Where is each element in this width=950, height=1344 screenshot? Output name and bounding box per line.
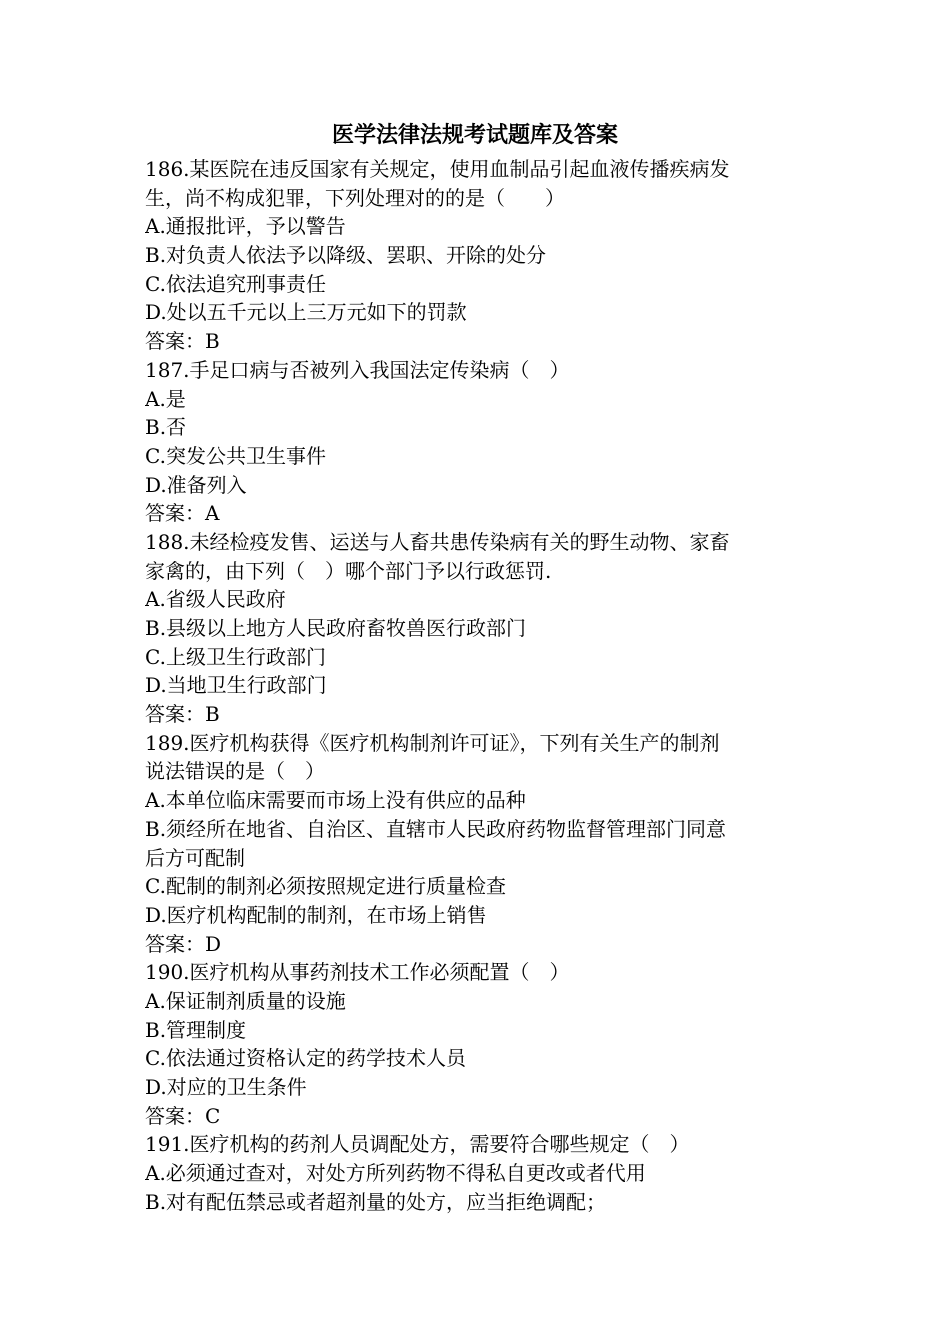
question-item: [145, 528, 805, 729]
document-title: 医学法律法规考试题库及答案: [331, 122, 618, 148]
question-stem-line: 188.未经检疫发售、运送与人畜共患传染病有关的野生动物、家畜: [145, 529, 730, 554]
option-line: C.依法追究刑事责任: [145, 271, 326, 296]
question-list: [145, 155, 805, 1216]
option-line: D.处以五千元以上三万元如下的罚款: [145, 300, 467, 325]
answer-line: 答案：D: [145, 931, 222, 956]
option-line: A.本单位临床需要而市场上没有供应的品种: [145, 788, 526, 813]
question-stem-line: 190.医疗机构从事药剂技术工作必须配置（ ）: [145, 960, 570, 985]
option-line: B.对负责人依法予以降级、罢职、开除的处分: [145, 243, 547, 268]
option-line: C.配制的制剂必须按照规定进行质量检查: [145, 874, 506, 899]
answer-line: 答案：A: [145, 501, 220, 526]
question-stem-line: 189.医疗机构获得《医疗机构制剂许可证》，下列有关生产的制剂: [145, 730, 720, 755]
option-line: B.管理制度: [145, 1017, 247, 1042]
question-stem-line: 191.医疗机构的药剂人员调配处方，需要符合哪些规定（ ）: [145, 1132, 690, 1157]
option-line: A.保证制剂质量的设施: [145, 988, 346, 1013]
question-stem-line: 187.手足口病与否被列入我国法定传染病（ ）: [145, 357, 570, 382]
option-line: A.通报批评，予以警告: [145, 214, 346, 239]
option-line: C.依法通过资格认定的药学技术人员: [145, 1046, 466, 1071]
answer-line: 答案：B: [145, 702, 220, 727]
question-item: [145, 958, 805, 1130]
option-line: A.省级人民政府: [145, 587, 286, 612]
option-line: D.当地卫生行政部门: [145, 673, 327, 698]
question-stem-line: 家禽的，由下列（ ）哪个部门予以行政惩罚.: [145, 558, 552, 583]
question-stem-line: 生，尚不构成犯罪，下列处理对的的是（ ）: [145, 185, 565, 210]
option-line: D.医疗机构配制的制剂，在市场上销售: [145, 902, 487, 927]
question-item: [145, 729, 805, 959]
option-line: C.突发公共卫生事件: [145, 443, 326, 468]
question-item: [145, 1130, 805, 1216]
question-stem-line: 186.某医院在违反国家有关规定，使用血制品引起血液传播疾病发: [145, 157, 730, 181]
option-line: D.准备列入: [145, 472, 247, 497]
option-line: 后方可配制: [145, 845, 245, 870]
option-line: B.须经所在地省、自治区、直辖市人民政府药物监督管理部门同意: [145, 816, 727, 841]
option-line: C.上级卫生行政部门: [145, 644, 326, 669]
option-line: A.是: [145, 386, 186, 411]
question-item: [145, 356, 805, 528]
option-line: B.对有配伍禁忌或者超剂量的处方，应当拒绝调配；: [145, 1189, 607, 1214]
option-line: A.必须通过查对，对处方所列药物不得私自更改或者代用: [145, 1161, 646, 1186]
option-line: B.县级以上地方人民政府畜牧兽医行政部门: [145, 616, 527, 640]
question-item: [145, 155, 805, 356]
option-line: B.否: [145, 415, 187, 440]
question-stem-line: 说法错误的是（ ）: [145, 759, 325, 784]
answer-line: 答案：C: [145, 1103, 221, 1128]
answer-line: 答案：B: [145, 329, 220, 354]
option-line: D.对应的卫生条件: [145, 1075, 307, 1099]
